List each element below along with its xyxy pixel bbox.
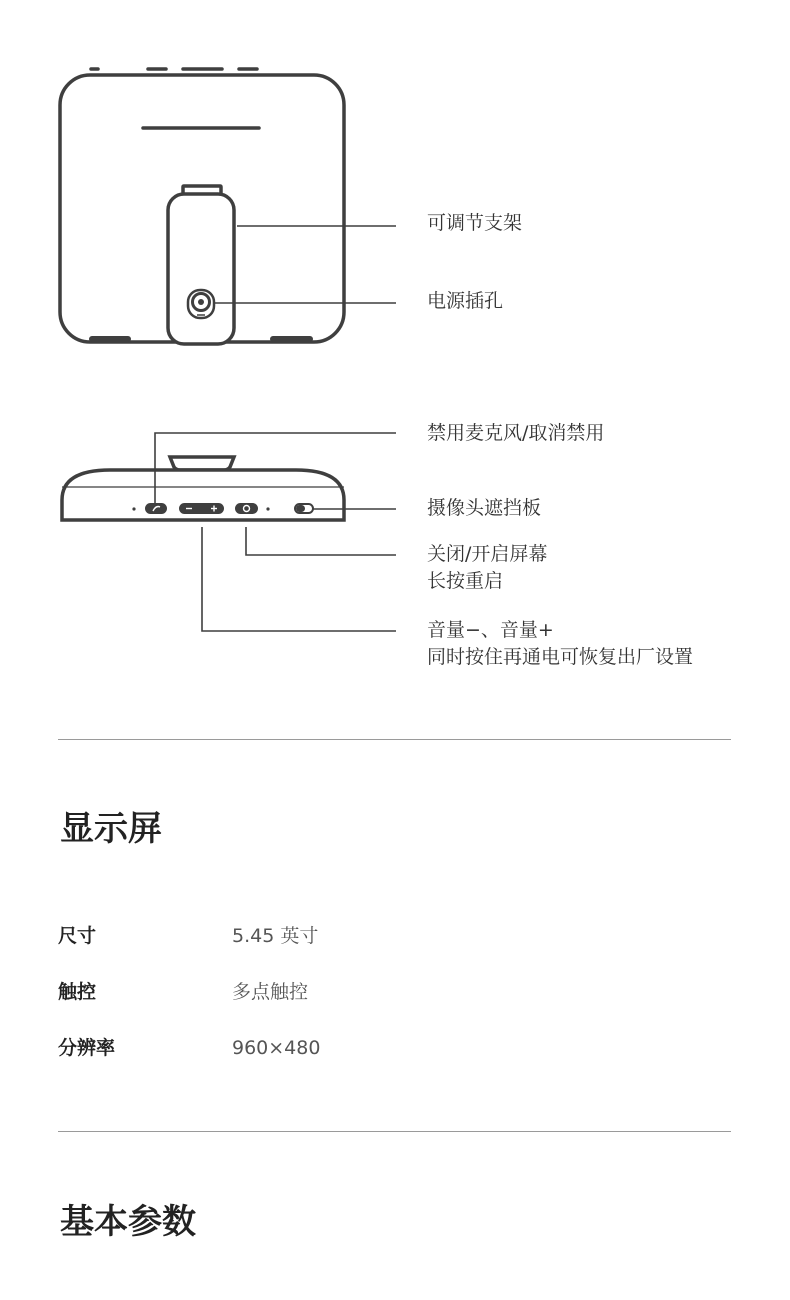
- spec-value-size: 5.45 英寸: [232, 925, 319, 947]
- callout-power-port: 电源插孔: [427, 290, 504, 312]
- mic-mute-button: [145, 503, 167, 514]
- display-section-title: 显示屏: [60, 809, 162, 849]
- spec-value-resolution: 960×480: [232, 1037, 321, 1059]
- callout-screen-toggle-line2: 长按重启: [427, 570, 504, 592]
- spec-value-touch: 多点触控: [232, 981, 309, 1003]
- spec-label-resolution: 分辨率: [58, 1037, 116, 1059]
- adjustable-stand: [168, 186, 234, 344]
- section-divider: [58, 739, 731, 740]
- callout-volume: [427, 617, 693, 671]
- back-leader-lines: [214, 226, 396, 303]
- callout-screen-toggle-line1: 关闭/开启屏幕: [427, 543, 548, 565]
- callout-adjustable-stand: 可调节支架: [427, 212, 523, 234]
- callout-screen-toggle: [427, 541, 547, 595]
- callout-volume-line2: 同时按住再通电可恢复出厂设置: [427, 646, 694, 668]
- camera-shutter-icon: [295, 504, 313, 513]
- screen-toggle-button: [235, 503, 258, 514]
- callout-volume-line1: 音量−、音量+: [427, 619, 554, 641]
- volume-rocker: [179, 503, 224, 514]
- callout-mic-mute: 禁用麦克风/取消禁用: [427, 422, 605, 444]
- section-divider: [58, 1131, 731, 1132]
- spec-label-size: 尺寸: [58, 925, 97, 947]
- spec-label-touch: 触控: [58, 981, 97, 1003]
- basic-section-title: 基本参数: [60, 1202, 196, 1242]
- callout-camera-shutter: 摄像头遮挡板: [427, 497, 542, 519]
